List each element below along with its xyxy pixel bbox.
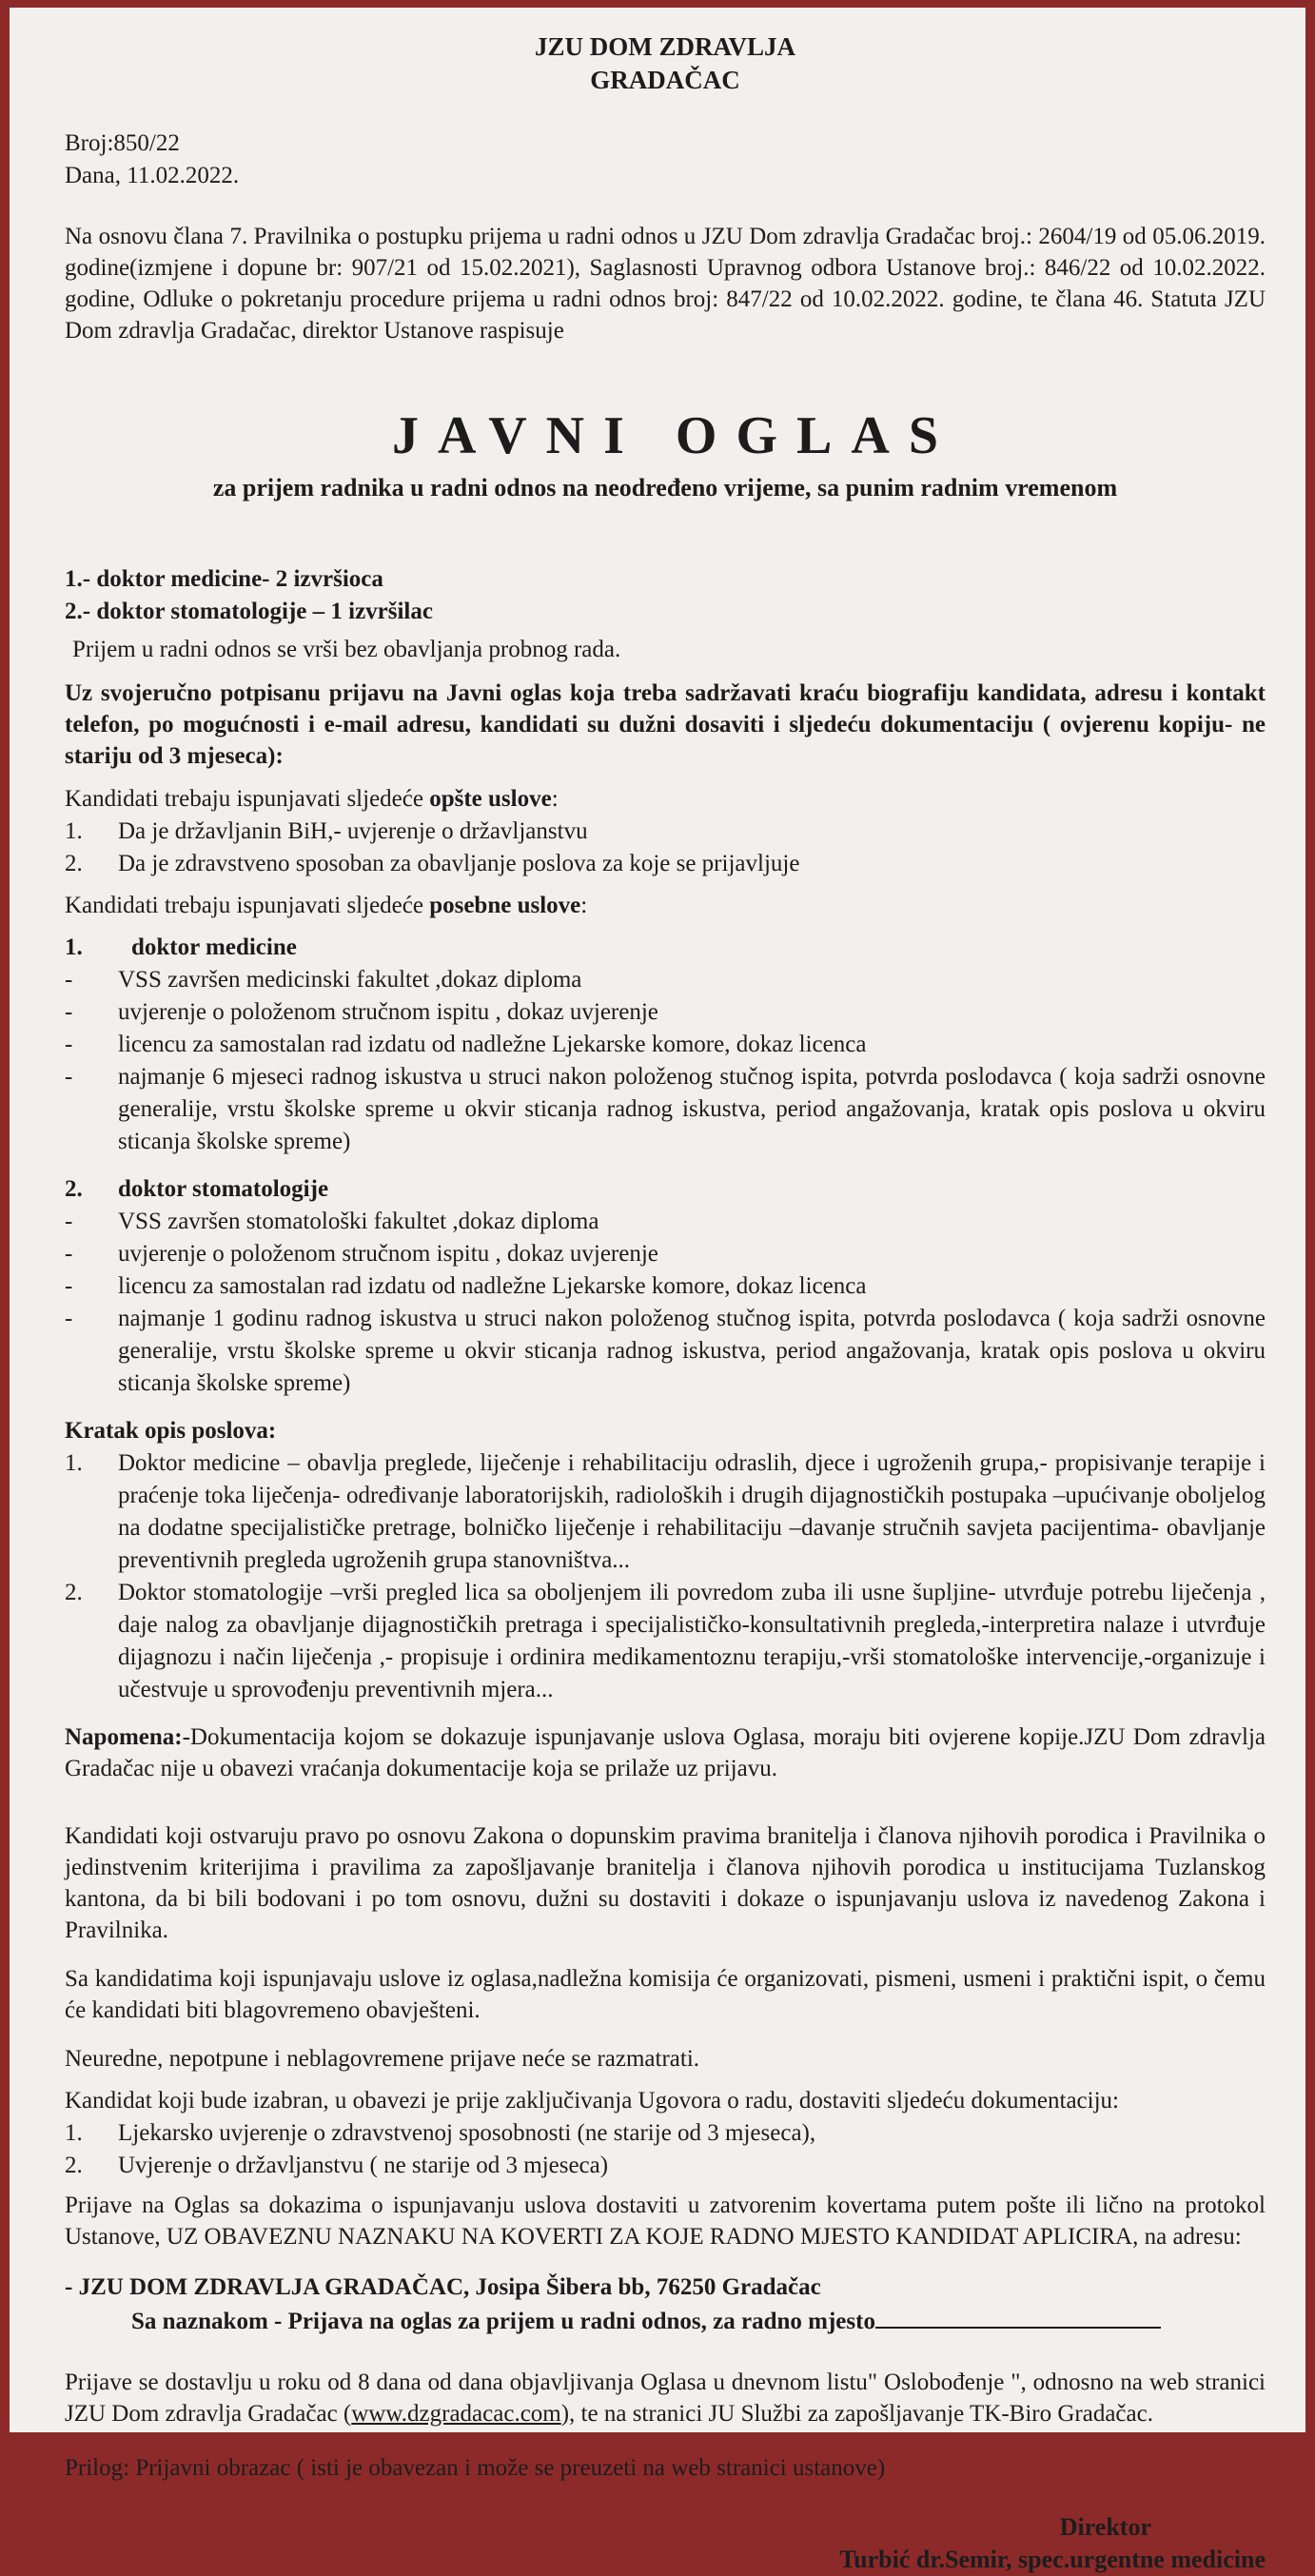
list-item: 2. Doktor stomatologije –vrši pregled lica sa oboljenjem ili povredom zuba ili usne šupljine- utvrđuje potrebu liječenja , daje nalog za obavljanje dijagnostičkih pretraga i specijalističko-konsultativnih pregleda,-interpretira nalaze i utvrđuje dijagnozu i način liječenja ,- propisuje i ordinira medikamentoznu terapiju,-vrši stomatološke intervencije,-organizuje i učestvuje u sprovođenju preventivnih mjera...	[65, 1580, 1266, 1702]
attachment-text: Prilog: Prijavni obrazac ( isti je obavezan i može se preuzeti na web stranici ustanove)	[65, 2455, 886, 2481]
position-1: 1.- doktor medicine- 2 izvršioca	[65, 566, 383, 592]
duties-title: Kratak opis poslova:	[65, 1418, 277, 1444]
address-note: Sa naznakom - Prijava na oglas za prijem u radni odnos, za radno mjesto	[65, 2304, 1266, 2338]
list-item: - najmanje 6 mjeseci radnog iskustva u struci nakon položenog stučnog ispita, potvrda poslodavca ( koja sadrži osnovne generalije, vrstu školske spreme u okvir sticanja radnog iskustva, period angažovanja, kratak opis poslova u okviru sticanja školske spreme)	[65, 1064, 1266, 1154]
list-item: - uvjerenje o položenom stručnom ispitu , dokaz uvjerenje	[65, 1241, 658, 1267]
incomplete-text: Neuredne, nepotpune i neblagovremene prijave neće se razmatrati.	[65, 2046, 700, 2072]
list-item: - licencu za samostalan rad izdatu od nadležne Ljekarske komore, dokaz licenca	[65, 1032, 867, 1057]
list-item: - uvjerenje o položenom stručnom ispitu , dokaz uvjerenje	[65, 999, 658, 1025]
issue-date: Dana, 11.02.2022.	[65, 163, 240, 188]
website-link[interactable]: www.dzgradacac.com	[351, 2401, 561, 2427]
probation-text: Prijem u radni odnos se vrši bez obavljanja probnog rada.	[72, 637, 621, 662]
list-item: - VSS završen stomatološki fakultet ,dokaz diploma	[65, 1209, 599, 1234]
list-item: - VSS završen medicinski fakultet ,dokaz diploma	[65, 967, 582, 993]
signature-role: Direktor	[1059, 2513, 1151, 2541]
deadline-text: Prijave se dostavlju u roku od 8 dana od dana objavljivanja Oglasa u dnevnom listu" Oslobođenje ", odnosno na web stranici JZU Dom zdravlja Gradačac (www.dzgradacac.com), te na stranici JU Službi za zapošljavanje TK-Biro Gradačac.	[65, 2370, 1266, 2427]
application-requirements: Uz svojeručno potpisanu prijavu na Javni oglas koja treba sadržavati kraću biografiju kandidata, adresu i kontakt telefon, po mogućnosti i e-mail adresu, kandidati su dužni dosaviti i sljedeću dokumentaciju ( ovjerenu kopiju- ne stariju od 3 mjeseca):	[65, 680, 1266, 769]
veterans-text: Kandidati koji ostvaruju pravo po osnovu Zakona o dopunskim pravima branitelja i članova njihovih porodica i Pravilnika o jedinstvenim kriterijima i pravilima za zapošljavanje branitelja i članova njihovih porodica u institucijama Tuzlanskog kantona, da bi bili bodovani i po tom osnovu, dužni su dostaviti i dokaze o ispunjavanju uslova iz navedenog Zakona i Pravilnika.	[65, 1823, 1266, 1943]
list-item: 1. Doktor medicine – obavlja preglede, liječenje i rehabilitaciju odraslih, djece i ugroženih grupa,- propisivanje terapije i praćenje toka liječenja- određivanje laboratorijskih, radioloških i drugih dijagnostičkih postupaka –upućivanje oboljelog na dodatne specijalističke pretrage, bolničko liječenje i rehabilitaciju –davanje stručnih savjeta pacijentima- obavljanje preventivnih pregleda ugroženih grupa stanovništva...	[65, 1450, 1266, 1573]
submission-text: Prijave na Oglas sa dokazima o ispunjavanju uslova dostaviti u zatvorenim kovertama putem pošte ili lično na protokol Ustanove, UZ OBAVEZNU NAZNAKU NA KOVERTI ZA KOJE RADNO MJESTO KANDIDAT APLICIRA, na adresu:	[65, 2193, 1266, 2250]
submission-address: - JZU DOM ZDRAVLJA GRADAČAC, Josipa Šibera bb, 76250 Gradačac	[65, 2274, 821, 2300]
org-name: JZU DOM ZDRAVLJA	[534, 32, 796, 61]
org-city: GRADAČAC	[590, 66, 740, 94]
duties-section	[65, 1415, 1266, 1706]
special-group-medicine: 1. doktor medicine - VSS završen medicinski fakultet ,dokaz diploma - uvjerenje o položenom stručnom ispitu , dokaz uvjerenje - licencu za samostalan rad izdatu od nadležne Ljekarske komore, dokaz licenca - najmanje 6 mjeseci radnog iskustva u struci nakon položenog stučnog ispita, potvrda poslodavca ( koja sadrži osnovne generalije, vrstu školske spreme u okvir sticanja radnog iskustva, period angažovanja, kratak opis poslova u okviru sticanja školske spreme)	[65, 932, 1266, 1158]
notice-page	[10, 8, 1305, 2573]
selected-lead: Kandidat koji bude izabran, u obavezi je prije zaključivanja Ugovora o radu, dostaviti sljedeću dokumentaciju:	[65, 2088, 1119, 2114]
list-item: 1. Ljekarsko uvjerenje o zdravstvenoj sposobnosti (ne starije od 3 mjeseca),	[65, 2120, 816, 2146]
list-item: 2. Uvjerenje o državljanstvu ( ne starije od 3 mjeseca)	[65, 2153, 609, 2178]
list-item: 2. Da je zdravstveno sposoban za obavljanje poslova za koje se prijavljuje	[65, 851, 800, 876]
list-item: - najmanje 1 godinu radnog iskustva u struci nakon položenog stučnog ispita, potvrda poslodavca ( koja sadrži osnovne generalije, vrstu školske spreme u okvir sticanja radnog iskustva, period angažovanja, kratak opis poslova u okviru sticanja školske spreme)	[65, 1306, 1266, 1396]
notice-title: JAVNI OGLAS	[392, 406, 957, 465]
list-item: 1. Da je državljanin BiH,- uvjerenje o državljanstvu	[65, 818, 588, 844]
special-group-dentistry: 2. doktor stomatologije - VSS završen stomatološki fakultet ,dokaz diploma - uvjerenje o položenom stručnom ispitu , dokaz uvjerenje - licencu za samostalan rad izdatu od nadležne Ljekarske komore, dokaz licenca - najmanje 1 godinu radnog iskustva u struci nakon položenog stučnog ispita, potvrda poslodavca ( koja sadrži osnovne generalije, vrstu školske spreme u okvir sticanja radnog iskustva, period angažovanja, kratak opis poslova u okviru sticanja školske spreme)	[65, 1173, 1266, 1400]
special-conditions-lead: Kandidati trebaju ispunjavati sljedeće posebne uslove:	[65, 893, 588, 918]
exam-text: Sa kandidatima koji ispunjavaju uslove iz oglasa,nadležna komisija će organizovati, pismeni, usmeni i praktični ispit, o čemu će kandidati biti blagovremeno obavješteni.	[65, 1966, 1266, 2023]
signature-name: Turbić dr.Semir, spec.urgentne medicine	[839, 2546, 1266, 2573]
list-item: - licencu za samostalan rad izdatu od nadležne Ljekarske komore, dokaz licenca	[65, 1273, 867, 1299]
reference-number: Broj:850/22	[65, 130, 180, 156]
position-2: 2.- doktor stomatologije – 1 izvršilac	[65, 599, 433, 624]
legal-basis: Na osnovu člana 7. Pravilnika o postupku prijema u radni odnos u JZU Dom zdravlja Gradačac broj.: 2604/19 od 05.06.2019. godine(izmjene i dopune br: 907/21 od 15.02.2021), Saglasnosti Upravnog odbora Ustanove broj.: 846/22 od 10.02.2022. godine, Odluke o pokretanju procedure prijema u radni odnos broj: 847/22 od 10.02.2022. godine, te člana 46. Statuta JZU Dom zdravlja Gradačac, direktor Ustanove raspisuje	[65, 224, 1266, 344]
note-text: Napomena:-Dokumentacija kojom se dokazuje ispunjavanje uslova Oglasa, moraju biti ovjerene kopije.JZU Dom zdravlja Gradačac nije u obavezi vraćanja dokumentacije koja se prilaže uz prijavu.	[65, 1724, 1266, 1781]
general-conditions-lead: Kandidati trebaju ispunjavati sljedeće opšte uslove:	[65, 786, 559, 812]
notice-subtitle: za prijem radnika u radni odnos na neodređeno vrijeme, sa punim radnim vremenom	[212, 474, 1118, 501]
